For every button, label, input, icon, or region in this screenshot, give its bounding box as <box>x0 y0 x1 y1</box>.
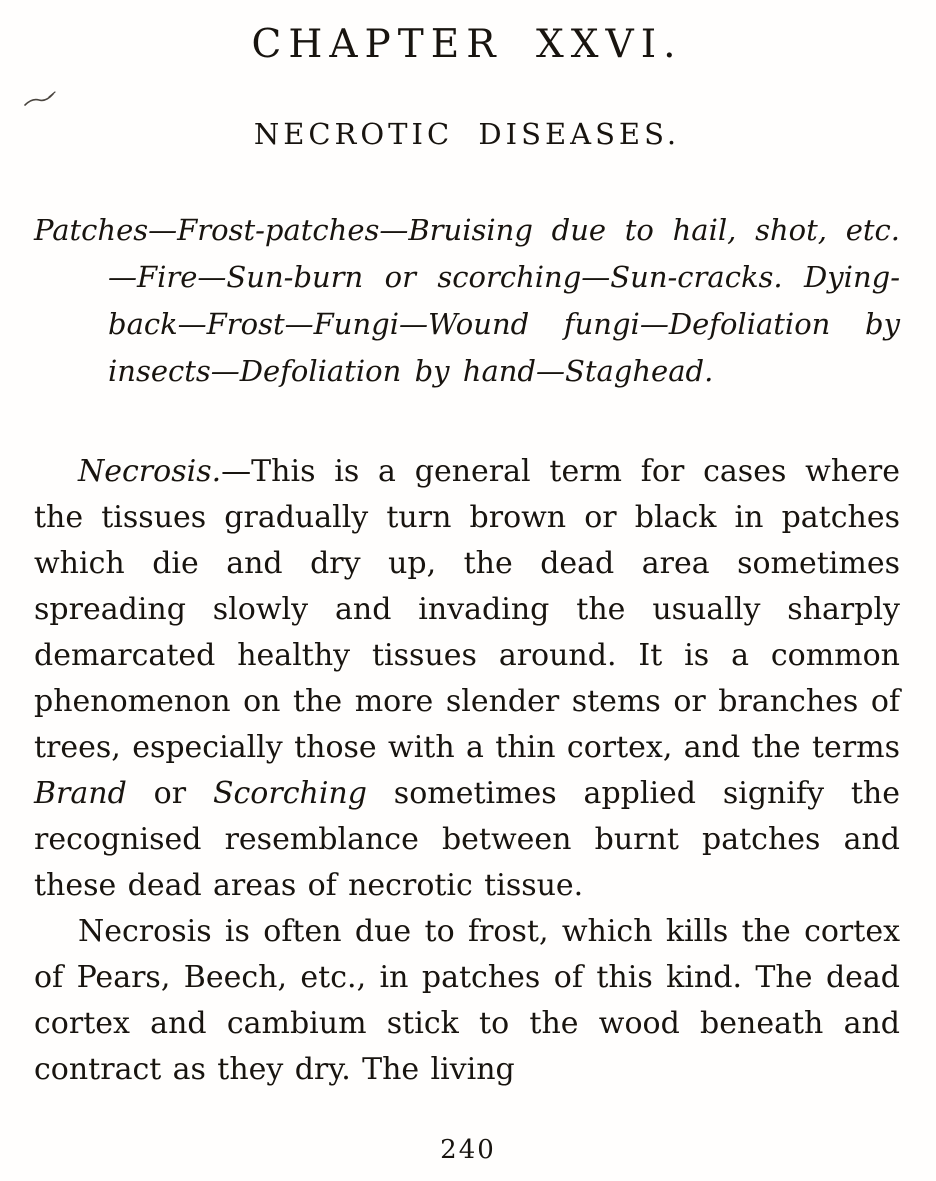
chapter-summary: Patches—Frost-patches—Bruising due to hail, shot, etc.—Fire—Sun-burn or scorching—Sun-cracks. Dying-back—Frost—Fungi—Wound fungi—Defoliation by insects—Defoliation by hand—Staghead. <box>34 213 900 388</box>
section-heading: NECROTIC DISEASES. <box>253 117 681 151</box>
paragraph-text: sometimes applied signify the recognised resemblance between burnt patches and these dead areas of necrotic tissue. <box>34 776 901 903</box>
paragraph-frost: Necrosis is often due to frost, which kills the cortex of Pears, Beech, etc., in patches of this kind. The dead cortex and cambium stick to the wood beneath and contract as they dry. The living <box>34 914 900 1087</box>
page-number: 240 <box>440 1135 496 1165</box>
term-necrosis: Necrosis. <box>78 454 222 489</box>
paragraph-necrosis <box>34 449 900 909</box>
term-brand: Brand <box>34 776 127 811</box>
term-scorching: Scorching <box>212 776 367 811</box>
paragraph-text: or <box>126 776 213 811</box>
ink-mark <box>22 88 64 112</box>
chapter-heading: CHAPTER XXVI. <box>251 22 683 67</box>
paragraph-text: —This is a general term for cases where the tissues gradually turn brown or black in patches which die and dry up, the dead area sometimes spreading slowly and invading the usually sharply demarcated healthy tissues around. It is a common phenomenon on the more slender stems or branches of trees, especially those with a thin cortex, and the terms <box>34 454 900 765</box>
